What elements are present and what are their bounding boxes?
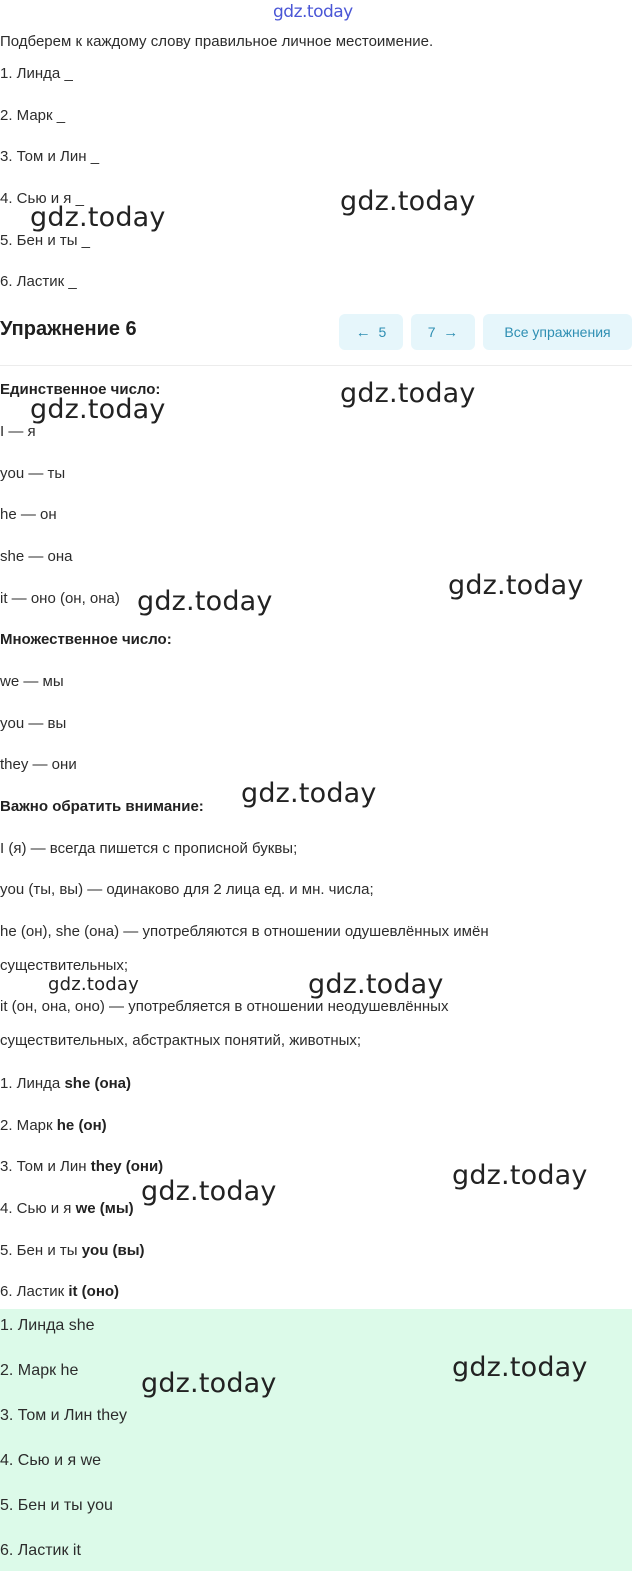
watermark: gdz.today <box>308 969 444 1000</box>
watermark: gdz.today <box>340 186 476 217</box>
solution-answer: we (мы) <box>75 1200 134 1217</box>
watermark: gdz.today <box>137 586 273 617</box>
pronoun-item: you — ты <box>0 465 66 482</box>
task-item: 6. Ластик _ <box>0 273 77 290</box>
pronoun-item: you — вы <box>0 715 67 732</box>
pronoun-item: they — они <box>0 756 77 773</box>
solution-answer: she (она) <box>64 1075 132 1092</box>
note-line: he (он), she (она) — употребляются в отношении одушевлённых имён <box>0 923 489 940</box>
answer-item: 4. Сью и я we <box>0 1452 102 1469</box>
task-item: 3. Том и Лин _ <box>0 148 100 165</box>
answer-box <box>0 1309 632 1571</box>
exercise-title: Упражнение 6 <box>0 318 137 340</box>
solution-prefix: 1. Линда <box>0 1075 65 1092</box>
task-item: 2. Марк _ <box>0 107 66 124</box>
pronoun-item: I — я <box>0 423 36 440</box>
watermark: gdz.today <box>48 974 140 995</box>
solution-answer: he (он) <box>56 1117 107 1134</box>
answer-item: 2. Марк he <box>0 1362 79 1379</box>
answer-item: 6. Ластик it <box>0 1542 81 1559</box>
prev-exercise-label: 5 <box>378 324 387 340</box>
intro-text: Подберем к каждому слову правильное личное местоимение. <box>0 33 434 50</box>
task-item: 4. Сью и я _ <box>0 190 84 207</box>
solution-item <box>0 1117 107 1134</box>
solution-prefix: 2. Марк <box>0 1117 57 1134</box>
watermark: gdz.today <box>452 1352 588 1383</box>
pronoun-item: it — оно (он, она) <box>0 590 120 607</box>
watermark: gdz.today <box>30 202 166 233</box>
answer-item: 3. Том и Лин they <box>0 1407 127 1424</box>
task-item: 1. Линда _ <box>0 65 73 82</box>
solution-item <box>0 1242 145 1259</box>
next-exercise-label: 7 <box>427 324 436 340</box>
note-line: I (я) — всегда пишется с прописной буквы; <box>0 840 298 857</box>
solution-item <box>0 1075 131 1092</box>
divider <box>0 365 632 366</box>
site-logo[interactable]: gdz.today <box>273 2 353 22</box>
watermark: gdz.today <box>141 1176 277 1207</box>
watermark: gdz.today <box>452 1160 588 1191</box>
pronoun-item: she — она <box>0 548 73 565</box>
solution-prefix: 4. Сью и я <box>0 1200 76 1217</box>
note-line: you (ты, вы) — одинаково для 2 лица ед. и мн. числа; <box>0 881 374 898</box>
next-exercise-button[interactable] <box>411 314 475 350</box>
watermark: gdz.today <box>448 570 584 601</box>
note-line: it (он, она, оно) — употребляется в отношении неодушевлённых <box>0 998 449 1015</box>
prev-exercise-button[interactable] <box>339 314 403 350</box>
note-line: существительных; <box>0 957 129 974</box>
solution-prefix: 3. Том и Лин <box>0 1158 91 1175</box>
plural-heading: Множественное число: <box>0 631 172 648</box>
singular-heading: Единственное число: <box>0 381 161 398</box>
pronoun-item: we — мы <box>0 673 64 690</box>
solution-item <box>0 1158 163 1175</box>
note-line: существительных, абстрактных понятий, животных; <box>0 1032 362 1049</box>
watermark: gdz.today <box>141 1368 277 1399</box>
answer-item: 1. Линда she <box>0 1317 95 1334</box>
arrow-right-icon: → <box>443 323 459 341</box>
watermark: gdz.today <box>340 378 476 409</box>
pronoun-item: he — он <box>0 506 57 523</box>
solution-item <box>0 1283 119 1300</box>
task-item: 5. Бен и ты _ <box>0 232 91 249</box>
solution-answer: it (оно) <box>68 1283 120 1300</box>
answer-item: 5. Бен и ты you <box>0 1497 113 1514</box>
watermark: gdz.today <box>241 778 377 809</box>
arrow-left-icon: ← <box>355 323 371 341</box>
solution-answer: they (они) <box>90 1158 164 1175</box>
solution-item <box>0 1200 134 1217</box>
solution-prefix: 5. Бен и ты <box>0 1242 82 1259</box>
notes-heading: Важно обратить внимание: <box>0 798 204 815</box>
all-exercises-button[interactable] <box>483 314 632 350</box>
watermark: gdz.today <box>30 394 166 425</box>
all-exercises-label: Все упражнения <box>504 324 611 340</box>
solution-prefix: 6. Ластик <box>0 1283 69 1300</box>
solution-answer: you (вы) <box>81 1242 145 1259</box>
